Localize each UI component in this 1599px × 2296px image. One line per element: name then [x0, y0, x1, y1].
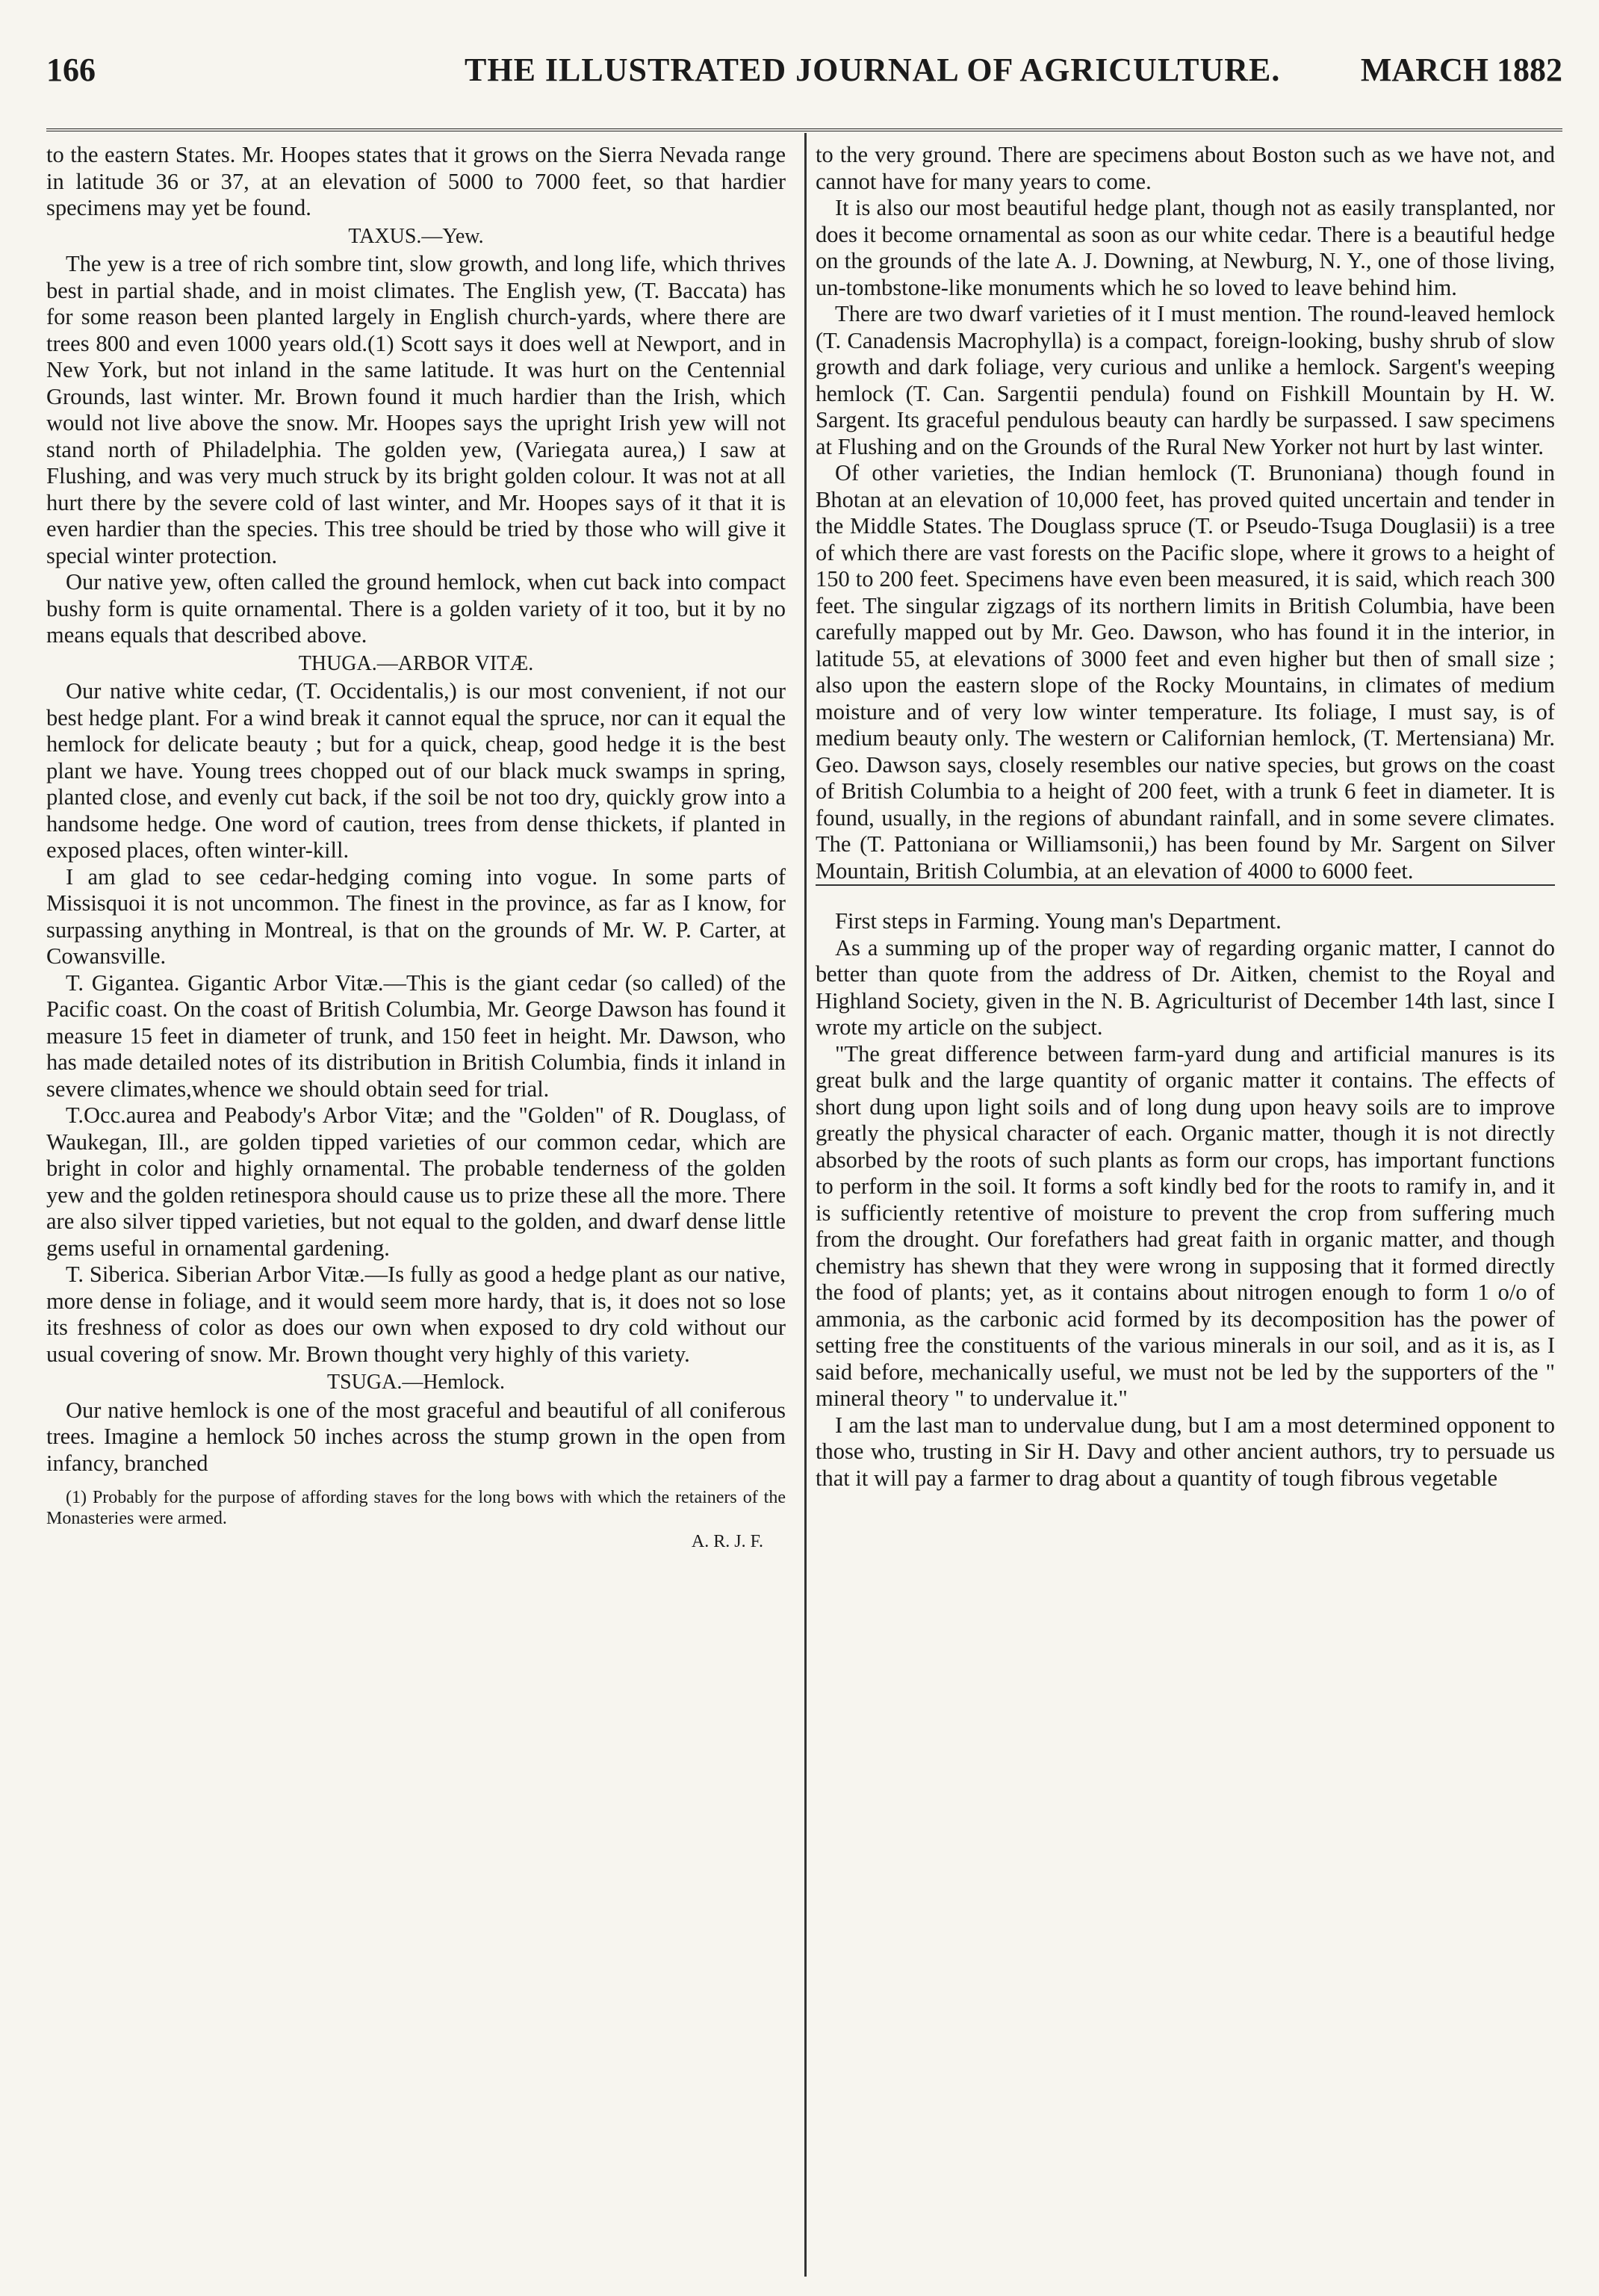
- section-heading-tsuga: TSUGA.—Hemlock.: [327, 1371, 505, 1394]
- paragraph: There are two dwarf varieties of it I must mention. The round-leaved hemlock (T. Canadensis Macrophylla) is a compact, foreign-looking, bushy shrub of slow growth and dark foliage, very curious and unlike a hemlock. Sargent's weeping hemlock (T. Can. Sargentii pendula) found on Fishkill Mountain by H. W. Sargent. Its graceful pendulous beauty can hardly be surpassed. I saw specimens at Flushing and on the Grounds of the Rural New Yorker not hurt by last winter.: [816, 301, 1555, 459]
- paragraph: Our native yew, often called the ground hemlock, when cut back into compact bushy form is quite ornamental. There is a golden variety of it too, but it by no means equals that described above.: [46, 569, 786, 648]
- paragraph: Our native hemlock is one of the most graceful and beautiful of all coniferous trees. Imagine a hemlock 50 inches across the stump grown in the open from infancy, branched: [46, 1397, 786, 1476]
- page-header: [46, 51, 1562, 96]
- paragraph: to the eastern States. Mr. Hoopes states that it grows on the Sierra Nevada range in latitude 36 or 37, at an elevation of 5000 to 7000 feet, so that hardier specimens may yet be found.: [46, 142, 786, 220]
- section-heading-thuga: THUGA.—ARBOR VITÆ.: [298, 651, 534, 675]
- paragraph: I am glad to see cedar-hedging coming into vogue. In some parts of Missisquoi it is not uncommon. The finest in the province, as far as I know, for surpassing anything in Montreal, is that on the grounds of Mr. W. P. Carter, at Cowansville.: [46, 863, 786, 969]
- paragraph: It is also our most beautiful hedge plant, though not as easily transplanted, nor does it become ornamental as soon as our white cedar. There is a beautiful hedge on the grounds of the late A. J. Downing, at Newburg, N. Y., one of those living, un-tombstone-like monuments which he so loved to leave behind him.: [816, 195, 1555, 300]
- paragraph: As a summing up of the proper way of regarding organic matter, I cannot do better than quote from the address of Dr. Aitken, chemist to the Royal and Highland Society, given in the N. B. Agriculturist of December 14th last, since I wrote my article on the subject.: [816, 934, 1555, 1040]
- paragraph: The yew is a tree of rich sombre tint, slow growth, and long life, which thrives best in partial shade, and in moist climates. The English yew, (T. Baccata) has for some reason been planted largely in English church-yards, where there are trees 800 and even 1000 years old.(1) Scott says it does well at Newport, and in New York, but not inland in the same latitude. It was hurt on the Centennial Grounds, last winter. Mr. Brown found it much hardier than the Irish, which would not live above the snow. Mr. Hoopes says the upright Irish yew will not stand north of Philadelphia. The golden yew, (Variegata aurea,) I saw at Flushing, and was very much struck by its bright golden colour. It was not at all hurt there by the severe cold of last winter, and Mr. Hoopes says of it that it is even hardier than the species. This tree should be tried by those who will give it special winter protection.: [46, 251, 786, 568]
- paragraph: T.Occ.aurea and Peabody's Arbor Vitæ; and the "Golden" of R. Douglass, of Waukegan, Ill., are golden tipped varieties of our common cedar, which are bright in color and highly ornamental. The probable tenderness of the golden yew and the golden retinespora should cause us to prize these all the more. There are also silver tipped varieties, but not equal to the golden, and dwarf dense little gems useful in ornamental gardening.: [46, 1102, 786, 1261]
- header-rule: [46, 128, 1562, 131]
- issue-date: MARCH 1882: [1360, 52, 1562, 88]
- section-heading-taxus: TAXUS.—Yew.: [348, 224, 484, 248]
- paragraph: "The great difference between farm-yard dung and artificial manures is its great bulk and the large quantity of organic matter it contains. The effects of short dung upon light soils and of long dung upon heavy soils are to improve greatly the physical character of each. Organic matter, though it is not directly absorbed by the roots of such plants as form our crops, has important functions to perform in the soil. It forms a soft kindly bed for the roots to ramify in, and it is sufficiently retentive of moisture to prevent the crop from suffering much from the drought. Our forefathers had great faith in organic matter, and though chemistry has shewn that they were wrong in supposing that it formed directly the food of plants; yet, as it contains about nitrogen enough to form 1 o/o of ammonia, as the carbonic acid formed by its decomposition has the power of setting free the constituents of the various minerals in our soil, and as it is, as I said before, mechanically useful, we must not be led by the supporters of the " mineral theory " to undervalue it.": [816, 1040, 1555, 1411]
- page-number: 166: [46, 52, 96, 88]
- department-title: First steps in Farming. Young man's Department.: [816, 884, 1555, 935]
- footnote: (1) Probably for the purpose of affording staves for the long bows with which the retainers of the Monasteries were armed.: [46, 1488, 786, 1528]
- paragraph: to the very ground. There are specimens about Boston such as we have not, and cannot have for many years to come.: [816, 142, 1555, 194]
- left-column: [46, 142, 786, 1552]
- right-column: [816, 142, 1555, 1492]
- paragraph: T. Siberica. Siberian Arbor Vitæ.—Is fully as good a hedge plant as our native, more dense in foliage, and it would seem more hardy, that is, it does not so lose its freshness of color as does our own when exposed to dry cold without our usual covering of snow. Mr. Brown thought very highly of this variety.: [46, 1262, 786, 1367]
- paragraph: Our native white cedar, (T. Occidentalis,) is our most convenient, if not our best hedge plant. For a wind break it cannot equal the spruce, nor can it equal the hemlock for delicate beauty ; but for a quick, cheap, good hedge it is the best plant we have. Young trees chopped out of our black muck swamps in spring, planted close, and evenly cut back, if the soil be not too dry, quickly grow into a handsome hedge. One word of caution, trees from dense thickets, if planted in exposed places, often winter-kill.: [46, 678, 786, 863]
- paragraph: T. Gigantea. Gigantic Arbor Vitæ.—This is the giant cedar (so called) of the Pacific coast. On the coast of British Columbia, Mr. George Dawson has found it measure 15 feet in diameter of trunk, and 150 feet in height. Mr. Dawson, who has made detailed notes of its distribution in British Columbia, finds it inland in severe climates,whence we should obtain seed for trial.: [46, 969, 786, 1102]
- journal-title: THE ILLUSTRATED JOURNAL OF AGRICULTURE.: [465, 52, 1281, 88]
- column-divider: [804, 133, 807, 2277]
- paragraph: I am the last man to undervalue dung, but I am a most determined opponent to those who, trusting in Sir H. Davy and other ancient authors, try to persuade us that it will pay a farmer to drag about a quantity of tough fibrous vegetable: [816, 1412, 1555, 1491]
- author-signature: A. R. J. F.: [691, 1532, 763, 1551]
- paragraph: Of other varieties, the Indian hemlock (T. Brunoniana) though found in Bhotan at an elevation of 10,000 feet, has proved quited uncertain and tender in the Middle States. The Douglass spruce (T. or Pseudo-Tsuga Douglasii) is a tree of which there are vast forests on the Pacific slope, where it grows to a height of 150 to 200 feet. Specimens have even been measured, it is said, which reach 300 feet. The singular zigzags of its northern limits in British Columbia, have been carefully mapped out by Mr. Geo. Dawson, who has found it in the interior, in latitude 55, at elevations of 3000 feet and even higher but then of small size ; also upon the eastern slope of the Rocky Mountains, in climates of medium moisture and of very low winter temperature. Its foliage, I must say, is of medium beauty only. The western or Californian hemlock, (T. Mertensiana) Mr. Geo. Dawson says, closely resembles our native species, but grows on the coast of British Columbia to a height of 200 feet, with a trunk 6 feet in diameter. It is found, usually, in the regions of abundant rainfall, and in some severe climates. The (T. Pattoniana or Williamsonii,) has been found by Mr. Sargent on Silver Mountain, British Columbia, at an elevation of 4000 to 6000 feet.: [816, 460, 1555, 884]
